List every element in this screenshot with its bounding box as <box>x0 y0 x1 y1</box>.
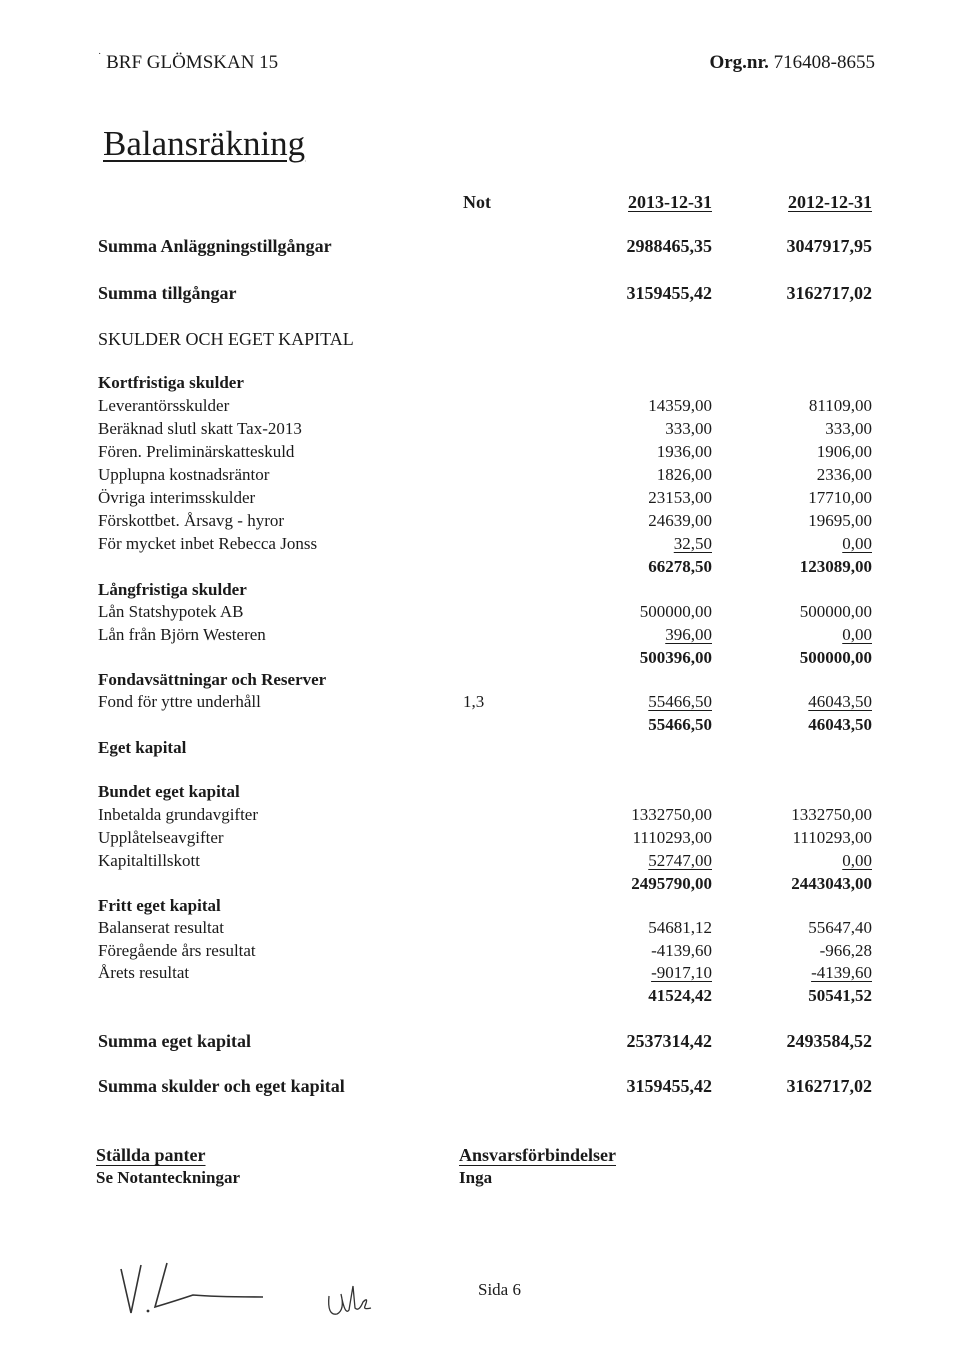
row-value-2012: 0,00 <box>842 534 872 553</box>
row-value-2013: 55466,50 <box>648 715 712 734</box>
row-value-2012: 3162717,02 <box>786 283 872 303</box>
row-value-2012: 50541,52 <box>808 986 872 1005</box>
row-value-2013: 32,50 <box>673 534 712 553</box>
row-label: Eget kapital <box>98 738 187 757</box>
row-value-2012: -966,28 <box>819 941 872 960</box>
row-label: Fören. Preliminärskatteskuld <box>98 442 295 461</box>
row-label: Förskottbet. Årsavg - hyror <box>98 511 285 530</box>
signature-2 <box>325 1282 375 1322</box>
row-value-2012: 17710,00 <box>808 488 872 507</box>
row-label: Fritt eget kapital <box>98 896 221 915</box>
row-value-2012: 81109,00 <box>808 396 872 415</box>
contingent-heading: Ansvarsförbindelser <box>459 1145 616 1165</box>
row-value-2012: 0,00 <box>842 851 872 870</box>
row-label: Fond för yttre underhåll <box>98 692 261 711</box>
org-number <box>709 52 875 74</box>
row-value-2013: 52747,00 <box>648 851 712 870</box>
row-value-2013: 14359,00 <box>648 396 712 415</box>
row-label: Inbetalda grundavgifter <box>98 805 259 824</box>
row-value-2013: 3159455,42 <box>626 283 712 303</box>
row-label: SKULDER OCH EGET KAPITAL <box>98 329 354 349</box>
row-value-2013: 66278,50 <box>648 557 712 576</box>
row-value-2012: 2493584,52 <box>786 1031 872 1051</box>
org-number-label: Org.nr. <box>709 52 769 73</box>
row-label: För mycket inbet Rebecca Jonss <box>98 534 318 553</box>
row-value-2013: 1826,00 <box>656 465 712 484</box>
row-value-2012: 46043,50 <box>808 715 872 734</box>
page-number: Sida 6 <box>478 1280 521 1299</box>
row-value-2012: 2443043,00 <box>791 874 872 893</box>
row-value-2012: 333,00 <box>825 419 872 438</box>
row-value-2013: -9017,10 <box>651 963 712 982</box>
row-value-2013: 54681,12 <box>648 918 712 937</box>
row-label: Föregående års resultat <box>98 941 256 960</box>
row-value-2012: 1110293,00 <box>792 828 872 847</box>
row-value-2013: 23153,00 <box>648 488 712 507</box>
row-label: Lån från Björn Westeren <box>98 625 266 644</box>
row-value-2012: 500000,00 <box>799 602 872 621</box>
row-value-2012: 55647,40 <box>808 918 872 937</box>
row-label: Upplupna kostnadsräntor <box>98 465 270 484</box>
row-value-2013: -4139,60 <box>651 941 712 960</box>
row-value-2012: 2336,00 <box>816 465 872 484</box>
row-label: Årets resultat <box>98 963 190 982</box>
row-value-2013: 396,00 <box>665 625 712 644</box>
row-value-2012: 19695,00 <box>808 511 872 530</box>
association-name: ˙ BRF GLÖMSKAN 15 <box>98 52 279 73</box>
row-label: Kortfristiga skulder <box>98 373 244 392</box>
row-value-2013: 500396,00 <box>639 648 712 667</box>
pledged-heading: Ställda panter <box>96 1145 206 1165</box>
row-value-2013: 333,00 <box>665 419 712 438</box>
row-value-2012: 1906,00 <box>816 442 872 461</box>
col-year2-header: 2012-12-31 <box>788 192 872 212</box>
row-value-2013: 2988465,35 <box>626 236 712 256</box>
row-label: Summa tillgångar <box>98 283 237 303</box>
row-value-2013: 41524,42 <box>648 986 712 1005</box>
org-number-value: 716408-8655 <box>773 52 875 73</box>
row-value-2013: 24639,00 <box>648 511 712 530</box>
row-label: Upplåtelseavgifter <box>98 828 224 847</box>
row-label: Summa skulder och eget kapital <box>98 1076 345 1096</box>
row-value-2013: 3159455,42 <box>626 1076 712 1096</box>
row-label: Summa eget kapital <box>98 1031 251 1051</box>
row-value-2012: 3047917,95 <box>786 236 872 256</box>
row-label: Övriga interimsskulder <box>98 488 256 507</box>
row-value-2012: 3162717,02 <box>786 1076 872 1096</box>
signature-1 <box>115 1255 280 1325</box>
row-label: Fondavsättningar och Reserver <box>98 670 327 689</box>
row-value-2013: 2495790,00 <box>631 874 712 893</box>
row-value-2012: 0,00 <box>842 625 872 644</box>
row-value-2013: 500000,00 <box>639 602 712 621</box>
row-value-2013: 55466,50 <box>648 692 712 711</box>
row-label: Lån Statshypotek AB <box>98 602 244 621</box>
row-value-2012: 1332750,00 <box>791 805 872 824</box>
row-label: Balanserat resultat <box>98 918 225 937</box>
row-label: Kapitaltillskott <box>98 851 200 870</box>
col-year1-header: 2013-12-31 <box>628 192 712 212</box>
row-value-2013: 1936,00 <box>656 442 712 461</box>
row-label: Bundet eget kapital <box>98 782 240 801</box>
row-value-2012: 123089,00 <box>799 557 872 576</box>
row-value-2013: 2537314,42 <box>626 1031 712 1051</box>
contingent-value: Inga <box>459 1168 493 1187</box>
row-label: Långfristiga skulder <box>98 580 247 599</box>
row-label: Leverantörsskulder <box>98 396 230 415</box>
page-title: Balansräkning <box>103 124 306 163</box>
row-label: Summa Anläggningstillgångar <box>98 236 332 256</box>
row-value-2013: 1110293,00 <box>632 828 712 847</box>
row-value-2012: -4139,60 <box>811 963 872 982</box>
row-value-2012: 46043,50 <box>808 692 872 711</box>
row-value-2012: 500000,00 <box>799 648 872 667</box>
row-value-2013: 1332750,00 <box>631 805 712 824</box>
row-label: Beräknad slutl skatt Tax-2013 <box>98 419 302 438</box>
col-not-header: Not <box>463 192 491 212</box>
row-note: 1,3 <box>463 692 485 711</box>
pledged-value: Se Notanteckningar <box>96 1168 241 1187</box>
